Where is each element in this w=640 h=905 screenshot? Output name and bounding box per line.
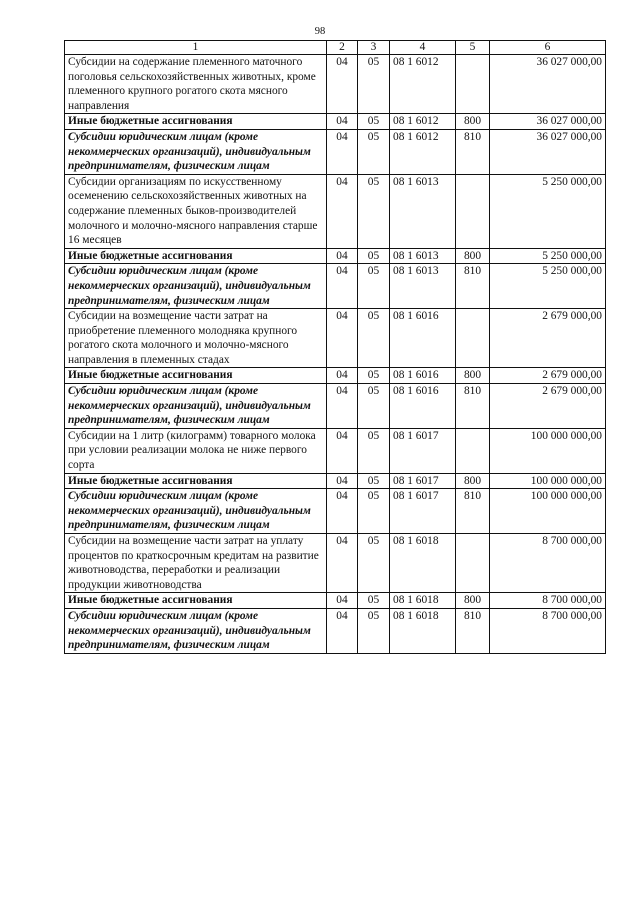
subsection-code-cell: 05 (358, 174, 390, 248)
target-article-cell: 08 1 6012 (390, 114, 456, 130)
expense-type-cell: 810 (456, 129, 490, 174)
amount-cell: 5 250 000,00 (490, 248, 606, 264)
expense-type-cell (456, 309, 490, 368)
subsection-code-cell: 05 (358, 55, 390, 114)
row-name-cell: Субсидии на содержание племенного маточного поголовья сельскохозяйственных животных, кроме племенного крупного рогатого скота мясного направления (65, 55, 327, 114)
expense-type-cell: 810 (456, 608, 490, 653)
row-name-cell: Иные бюджетные ассигнования (65, 593, 327, 609)
row-name-cell: Субсидии юридическим лицам (кроме некоммерческих организаций), индивидуальным предпринимателям, физическим лицам (65, 129, 327, 174)
expense-type-cell: 810 (456, 384, 490, 429)
amount-cell: 2 679 000,00 (490, 368, 606, 384)
section-code-cell: 04 (327, 489, 358, 534)
subsection-code-cell: 05 (358, 114, 390, 130)
table-row (65, 309, 606, 368)
expense-type-cell: 810 (456, 264, 490, 309)
target-article-cell: 08 1 6012 (390, 129, 456, 174)
section-code-cell: 04 (327, 593, 358, 609)
expense-type-cell: 800 (456, 473, 490, 489)
target-article-cell: 08 1 6012 (390, 55, 456, 114)
section-code-cell: 04 (327, 428, 358, 473)
target-article-cell: 08 1 6013 (390, 248, 456, 264)
table-row (65, 114, 606, 130)
amount-cell: 8 700 000,00 (490, 593, 606, 609)
expense-type-cell: 800 (456, 368, 490, 384)
amount-cell: 36 027 000,00 (490, 55, 606, 114)
section-code-cell: 04 (327, 473, 358, 489)
header-cell: 4 (390, 41, 456, 55)
amount-cell: 100 000 000,00 (490, 489, 606, 534)
row-name-cell: Субсидии на возмещение части затрат на приобретение племенного молодняка крупного рогатого скота молочного и молочно-мясного направления в племенных стадах (65, 309, 327, 368)
expense-type-cell (456, 174, 490, 248)
row-name-cell: Субсидии на 1 литр (килограмм) товарного молока при условии реализации молока не ниже первого сорта (65, 428, 327, 473)
section-code-cell: 04 (327, 384, 358, 429)
row-name-cell: Иные бюджетные ассигнования (65, 114, 327, 130)
row-name-cell: Субсидии юридическим лицам (кроме некоммерческих организаций), индивидуальным предпринимателям, физическим лицам (65, 489, 327, 534)
table-row (65, 55, 606, 114)
expense-type-cell: 800 (456, 114, 490, 130)
section-code-cell: 04 (327, 264, 358, 309)
subsection-code-cell: 05 (358, 129, 390, 174)
target-article-cell: 08 1 6018 (390, 534, 456, 593)
table-row (65, 264, 606, 309)
target-article-cell: 08 1 6017 (390, 428, 456, 473)
target-article-cell: 08 1 6016 (390, 368, 456, 384)
amount-cell: 100 000 000,00 (490, 428, 606, 473)
table-row (65, 489, 606, 534)
section-code-cell: 04 (327, 174, 358, 248)
row-name-cell: Субсидии юридическим лицам (кроме некоммерческих организаций), индивидуальным предпринимателям, физическим лицам (65, 384, 327, 429)
amount-cell: 2 679 000,00 (490, 384, 606, 429)
section-code-cell: 04 (327, 248, 358, 264)
target-article-cell: 08 1 6018 (390, 608, 456, 653)
subsection-code-cell: 05 (358, 534, 390, 593)
section-code-cell: 04 (327, 534, 358, 593)
table-row (65, 608, 606, 653)
target-article-cell: 08 1 6016 (390, 309, 456, 368)
subsection-code-cell: 05 (358, 473, 390, 489)
table-header-row (65, 41, 606, 55)
expense-type-cell (456, 428, 490, 473)
target-article-cell: 08 1 6013 (390, 264, 456, 309)
subsection-code-cell: 05 (358, 309, 390, 368)
subsection-code-cell: 05 (358, 368, 390, 384)
target-article-cell: 08 1 6016 (390, 384, 456, 429)
section-code-cell: 04 (327, 608, 358, 653)
expense-type-cell (456, 55, 490, 114)
table-row (65, 428, 606, 473)
subsection-code-cell: 05 (358, 248, 390, 264)
table-row (65, 129, 606, 174)
amount-cell: 36 027 000,00 (490, 129, 606, 174)
table-row (65, 534, 606, 593)
table-row (65, 384, 606, 429)
amount-cell: 100 000 000,00 (490, 473, 606, 489)
target-article-cell: 08 1 6013 (390, 174, 456, 248)
expense-type-cell: 810 (456, 489, 490, 534)
row-name-cell: Субсидии организациям по искусственному осеменению сельскохозяйственных животных на содержание племенных быков-производителей молочного и молочно-мясного направления старше 16 месяцев (65, 174, 327, 248)
expense-type-cell: 800 (456, 248, 490, 264)
row-name-cell: Иные бюджетные ассигнования (65, 248, 327, 264)
header-cell: 2 (327, 41, 358, 55)
amount-cell: 8 700 000,00 (490, 608, 606, 653)
subsection-code-cell: 05 (358, 489, 390, 534)
amount-cell: 5 250 000,00 (490, 264, 606, 309)
table-row (65, 174, 606, 248)
subsection-code-cell: 05 (358, 264, 390, 309)
subsection-code-cell: 05 (358, 428, 390, 473)
row-name-cell: Субсидии юридическим лицам (кроме некоммерческих организаций), индивидуальным предпринимателям, физическим лицам (65, 264, 327, 309)
section-code-cell: 04 (327, 114, 358, 130)
page-number: 98 (314, 26, 326, 37)
table-row (65, 593, 606, 609)
table-row (65, 473, 606, 489)
section-code-cell: 04 (327, 368, 358, 384)
row-name-cell: Иные бюджетные ассигнования (65, 368, 327, 384)
row-name-cell: Субсидии юридическим лицам (кроме некоммерческих организаций), индивидуальным предпринимателям, физическим лицам (65, 608, 327, 653)
amount-cell: 5 250 000,00 (490, 174, 606, 248)
header-cell: 6 (490, 41, 606, 55)
table-body (65, 55, 606, 654)
budget-table (64, 40, 606, 654)
expense-type-cell (456, 534, 490, 593)
header-cell: 1 (65, 41, 327, 55)
target-article-cell: 08 1 6018 (390, 593, 456, 609)
amount-cell: 2 679 000,00 (490, 309, 606, 368)
header-cell: 3 (358, 41, 390, 55)
section-code-cell: 04 (327, 55, 358, 114)
subsection-code-cell: 05 (358, 608, 390, 653)
amount-cell: 8 700 000,00 (490, 534, 606, 593)
subsection-code-cell: 05 (358, 384, 390, 429)
table-row (65, 368, 606, 384)
table-row (65, 248, 606, 264)
section-code-cell: 04 (327, 309, 358, 368)
amount-cell: 36 027 000,00 (490, 114, 606, 130)
target-article-cell: 08 1 6017 (390, 489, 456, 534)
expense-type-cell: 800 (456, 593, 490, 609)
subsection-code-cell: 05 (358, 593, 390, 609)
target-article-cell: 08 1 6017 (390, 473, 456, 489)
header-cell: 5 (456, 41, 490, 55)
row-name-cell: Иные бюджетные ассигнования (65, 473, 327, 489)
row-name-cell: Субсидии на возмещение части затрат на уплату процентов по краткосрочным кредитам на развитие животноводства, переработки и реализации продукции животноводства (65, 534, 327, 593)
section-code-cell: 04 (327, 129, 358, 174)
